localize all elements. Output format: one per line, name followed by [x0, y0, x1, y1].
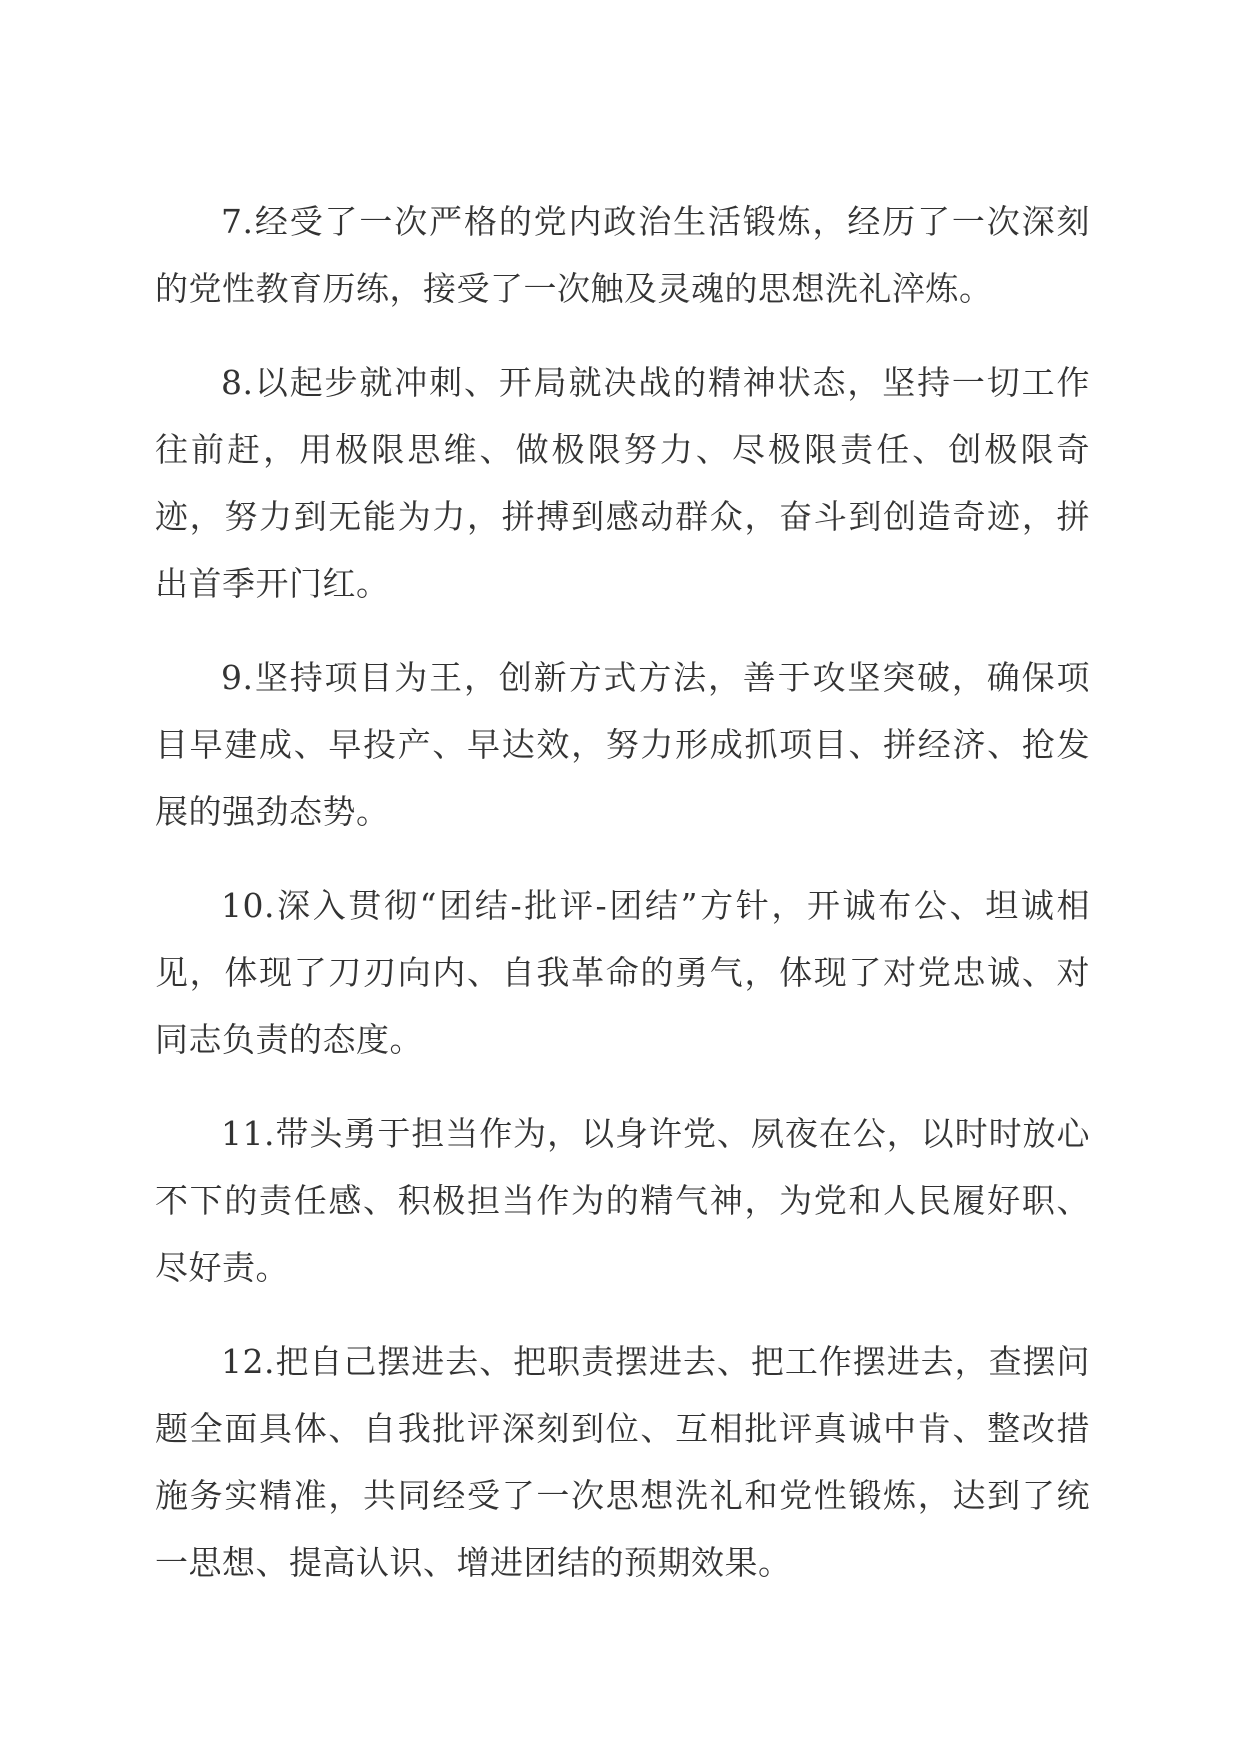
paragraph-9: 9.坚持项目为王，创新方式方法，善于攻坚突破，确保项目早建成、早投产、早达效，努力形成抓项目、拼经济、抢发展的强劲态势。: [155, 658, 1090, 831]
paragraph-8: 8.以起步就冲刺、开局就决战的精神状态，坚持一切工作往前赶，用极限思维、做极限努力、尽极限责任、创极限奇迹，努力到无能为力，拼搏到感动群众，奋斗到创造奇迹，拼出首季开门红。: [155, 363, 1090, 603]
paragraph-11: 11.带头勇于担当作为，以身许党、夙夜在公，以时时放心不下的责任感、积极担当作为的精气神，为党和人民履好职、尽好责。: [155, 1114, 1090, 1287]
paragraph-12: 12.把自己摆进去、把职责摆进去、把工作摆进去，查摆问题全面具体、自我批评深刻到位、互相批评真诚中肯、整改措施务实精准，共同经受了一次思想洗礼和党性锻炼，达到了统一思想、提高认识、增进团结的预期效果。: [155, 1342, 1090, 1582]
paragraph-10: 10.深入贯彻“团结-批评-团结”方针，开诚布公、坦诚相见，体现了刀刃向内、自我革命的勇气，体现了对党忠诚、对同志负责的态度。: [155, 886, 1090, 1059]
paragraph-7: 7.经受了一次严格的党内政治生活锻炼，经历了一次深刻的党性教育历练，接受了一次触及灵魂的思想洗礼淬炼。: [155, 202, 1090, 308]
document-body: [155, 188, 1090, 1623]
